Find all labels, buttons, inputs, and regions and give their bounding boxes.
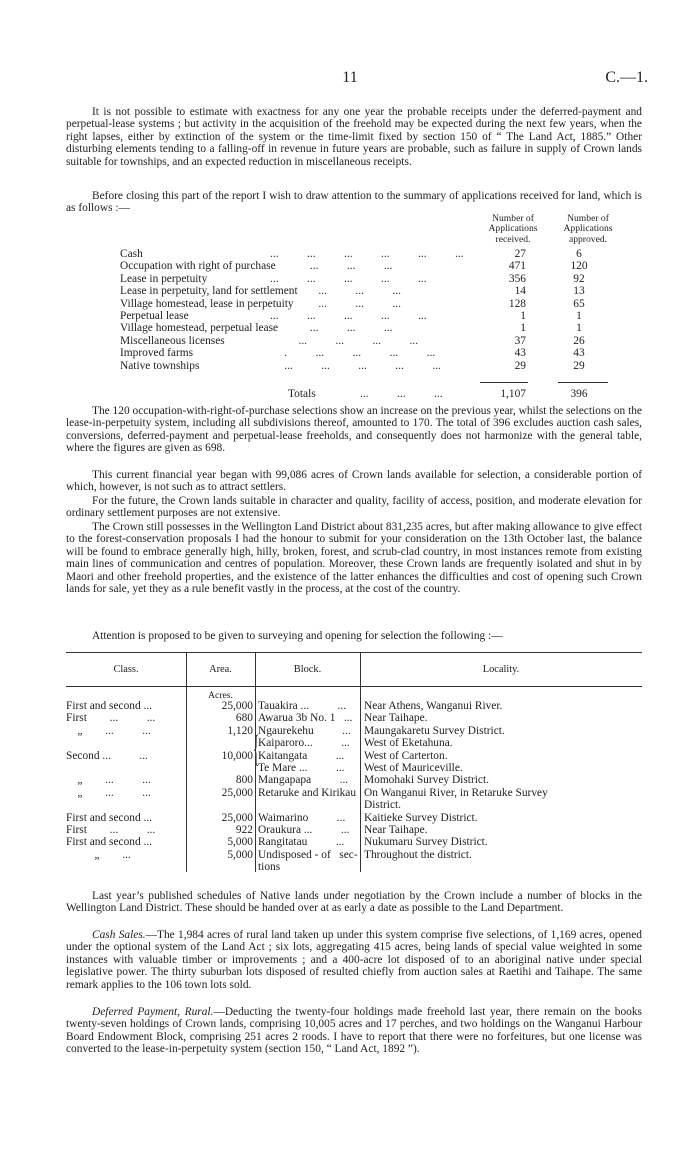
summary-row-leader: . ... ... ... ... [270, 347, 436, 360]
summary-row-label: Perpetual lease [120, 310, 189, 322]
summary-row-approved: 120 [570, 260, 588, 273]
table-cell-block: Awarua 3b No. 1 ... [258, 712, 353, 725]
paragraph-native-lands: Last year’s published schedules of Native lands under negotiation by the Crown include a number of blocks in the Wellington Land District. These should be handed over at as early a date as possible to the Land Department. [66, 890, 642, 915]
table-header-locality: Locality. [482, 664, 520, 675]
table-cell-locality: Near Taihape. [364, 824, 428, 836]
table-row [66, 861, 642, 873]
summary-row-received: 29 [514, 359, 526, 372]
table-cell-block: Waimarino ... [258, 811, 346, 824]
table-cell-area: 25,000 [221, 700, 253, 712]
table-cell-class: First and second ... [66, 700, 153, 712]
summary-row-leader: ... ... ... ... ... [270, 310, 427, 322]
grouping-brace: { [252, 728, 260, 770]
table-cell-class: Second ... ... [66, 749, 148, 762]
summary-header-approved: Number of Applications approved. [563, 213, 613, 245]
table-cell-locality: West of Eketahuna. [364, 737, 453, 750]
paragraph-future: For the future, the Crown lands suitable in character and quality, facility of access, position, and moderate elevation for ordinary settlement purposes are not extensive. [66, 495, 642, 520]
table-cell-area: 10,000 [221, 749, 253, 762]
summary-row-label: Occupation with right of purchase [120, 260, 276, 273]
document-reference: C.—1. [605, 69, 648, 86]
table-cell-area: 922 [235, 824, 253, 836]
summary-row-label: Improved farms [120, 347, 194, 360]
summary-row-approved: 26 [573, 334, 585, 347]
table-cell-class: „ ... ... [66, 724, 151, 737]
deferred-payment-body: —Deducting the twenty-four holdings made freehold last year, there remain on the books twenty-seven holdings of Crown lands, comprising 10,005 acres and 17 perches, and two holdings on the Wanganui Harbour Board Endowment Block, comprising 251 acres 2 roods. I have to report that there were no forfeitures, but one license was converted to the lease-in-perpetuity system (section 150, “ Land Act, 1892 ”). [66, 1006, 642, 1056]
summary-row-received: 128 [508, 297, 526, 310]
table-cell-block: Te Mare ... ... [258, 762, 345, 774]
paragraph-financial-year: This current financial year began with 99,086 acres of Crown lands available for selection, a considerable portion of which, however, is not such as to attract settlers. [66, 469, 642, 494]
table-cell-area: 800 [235, 774, 253, 787]
area-unit: Acres. [208, 690, 233, 701]
table-cell-block: Tauakira ... ... [258, 700, 347, 712]
summary-row-label: Lease in perpetuity, land for settlement [120, 285, 298, 298]
table-row [66, 712, 642, 724]
table-header-area: Area. [209, 664, 232, 675]
summary-row-approved: 1 [576, 322, 582, 335]
totals-label: Totals [288, 388, 316, 400]
table-cell-class: „ ... ... [66, 786, 151, 799]
summary-row [120, 273, 650, 285]
table-row [66, 824, 642, 836]
summary-row-received: 27 [514, 248, 526, 260]
table-cell-block: Rangitatau ... [258, 836, 345, 849]
table-cell-block: Ngaurekehu ... [258, 724, 351, 737]
table-cell-block: tions [258, 861, 281, 874]
table-header-block: Block. [293, 664, 322, 675]
summary-row-leader: ... ... ... [270, 285, 401, 298]
table-cell-locality: Kaitieke Survey District. [364, 811, 478, 824]
summary-row-label: Lease in perpetuity [120, 272, 208, 285]
table-cell-class: First ... ... [66, 824, 156, 836]
table-top-rule [66, 652, 642, 653]
summary-row-approved: 43 [573, 347, 585, 360]
summary-row-approved: 6 [576, 248, 582, 260]
table-row [66, 737, 642, 749]
table-cell-locality: On Wanganui River, in Retaruke Survey [364, 786, 548, 799]
table-cell-locality: Momohaki Survey District. [364, 774, 489, 787]
table-cell-area: 5,000 [227, 836, 253, 849]
table-cell-area: 1,120 [227, 724, 253, 737]
summary-row-leader: ... ... ... ... ... ... [270, 248, 464, 260]
table-cell-locality: Nukumaru Survey District. [364, 836, 488, 849]
table-cell-locality: Maungakaretu Survey District. [364, 724, 505, 737]
table-cell-class: First and second ... [66, 836, 153, 849]
summary-row-label: Village homestead, lease in perpetuity [120, 297, 294, 310]
table-cell-class: First ... ... [66, 712, 156, 725]
table-cell-class: „ ... [66, 848, 131, 861]
summary-row-received: 37 [514, 334, 526, 347]
paragraph-attention: Attention is proposed to be given to surveying and opening for selection the following :— [92, 630, 503, 642]
summary-row-leader: ... ... ... [270, 260, 393, 273]
table-row [66, 700, 642, 712]
summary-row-approved: 65 [573, 297, 585, 310]
totals-leader: ... ... ... [360, 388, 443, 400]
table-cell-area: 25,000 [221, 786, 253, 799]
table-row [66, 762, 642, 774]
summary-row [120, 310, 650, 322]
totals-rule-approved [558, 382, 608, 383]
summary-row-approved: 29 [573, 359, 585, 372]
table-cell-block: Undisposed - of sec- [258, 848, 358, 861]
paragraph-cash-sales [66, 929, 642, 991]
summary-row-received: 14 [514, 285, 526, 298]
deferred-payment-heading: Deferred Payment, Rural. [92, 1006, 214, 1018]
totals-received: 1,107 [500, 388, 526, 400]
summary-row-received: 356 [508, 272, 526, 285]
summary-row-leader: ... ... ... [270, 322, 393, 335]
paragraph-selections: The 120 occupation-with-right-of-purchase selections show an increase on the previous year, whilst the selections on the lease-in-perpetuity system, including all subdivisions thereof, amounted to 170. The total of 396 excludes auction cash sales, conversions, deferred-payment and perpetual-lease freeholds, and consequently does not harmonize with the general table, where the figures are given as 698. [66, 405, 642, 455]
table-cell-locality: West of Mauriceville. [364, 762, 463, 774]
summary-row [120, 248, 650, 260]
summary-row-received: 43 [514, 347, 526, 360]
cash-sales-heading: Cash Sales. [92, 929, 146, 941]
summary-row-label: Village homestead, perpetual lease [120, 322, 279, 335]
paragraph-summary-intro: Before closing this part of the report I wish to draw attention to the summary of applications received for land, which is as follows :— [66, 190, 642, 215]
summary-row-leader: ... ... ... ... ... [270, 359, 441, 372]
table-header-rule [66, 686, 642, 687]
table-cell-block: Kaiparoro... ... [258, 737, 350, 750]
totals-approved: 396 [570, 388, 588, 400]
summary-row [120, 335, 650, 347]
page-number: 11 [342, 69, 358, 86]
summary-row-label: Native townships [120, 359, 200, 372]
table-row [66, 787, 642, 799]
table-cell-locality: Near Taihape. [364, 712, 428, 725]
table-cell-area: 5,000 [227, 848, 253, 861]
table-row [66, 812, 642, 824]
totals-rule-received [480, 382, 528, 383]
summary-row-approved: 92 [573, 272, 585, 285]
table-cell-locality: Throughout the district. [364, 848, 472, 861]
summary-row [120, 360, 650, 372]
table-row [66, 849, 642, 861]
table-cell-locality: West of Carterton. [364, 749, 448, 762]
table-cell-class: „ ... ... [66, 774, 151, 787]
summary-totals-row [120, 388, 650, 400]
summary-row-approved: 13 [573, 285, 585, 298]
table-cell-block: Kaitangata ... [258, 749, 345, 762]
summary-row-leader: ... ... ... ... [270, 334, 419, 347]
summary-row-leader: ... ... ... ... ... [270, 272, 427, 285]
summary-header-received: Number of Applications received. [488, 213, 538, 245]
cash-sales-body: —The 1,984 acres of rural land taken up under this system comprise five selections, of 1,169 acres, opened under the optional system of the Land Act ; six lots, aggregating 415 acres, being lands of special value weighted in some instances with valuable timber or improvements ; and a 400-acre lot disposed of to an aboriginal native under special legislative power. The thirty suburban lots disposed of resulted chiefly from auction sales at Raetihi and Taihape. The same remark applies to the 106 town lots sold. [66, 929, 643, 991]
paragraph-crown-lands: The Crown still possesses in the Wellington Land District about 831,235 acres, but after making allowance to give effect to the forest-conservation proposals I had the honour to submit for your consideration on the 13th October last, the balance will be found to embrace generally high, hilly, broken, forest, and scrub-clad country, in most instances remote from existing main lines of communication and centres of population. Moreover, these Crown lands are frequently isolated and shut in by Maori and other freehold properties, and the existence of the latter enhances the difficulties and cost of opening such Crown lands for sale, yet they as a rule benefit vastly in the process, at the cost of the country. [66, 521, 642, 596]
summary-row [120, 347, 650, 359]
summary-row [120, 322, 650, 334]
table-row [66, 750, 642, 762]
summary-row-received: 1 [520, 310, 526, 322]
table-cell-class: First and second ... [66, 811, 153, 824]
summary-row-label: Miscellaneous licenses [120, 334, 225, 347]
table-cell-locality: Near Athens, Wanganui River. [364, 700, 503, 712]
table-row [66, 774, 642, 786]
summary-row-received: 471 [508, 260, 526, 273]
paragraph-deferred-payment [66, 1006, 642, 1056]
table-row [66, 836, 642, 848]
summary-row-received: 1 [520, 322, 526, 335]
table-row [66, 725, 642, 737]
table-cell-area: 25,000 [221, 811, 253, 824]
summary-row-approved: 1 [576, 310, 582, 322]
table-cell-block: Retaruke and Kirikau [258, 786, 357, 799]
table-header-class: Class. [113, 664, 139, 675]
table-cell-area: 680 [235, 712, 253, 725]
table-cell-locality: District. [364, 799, 402, 812]
paragraph-receipts: It is not possible to estimate with exactness for any one year the probable receipts under the deferred-payment and perpetual-lease systems ; but activity in the acquisition of the freehold may be expected during the next few years, when the right lapses, either by extinction of the system or the time-limit fixed by section 150 of “ The Land Act, 1885.” Other disturbing elements tending to a falling-off in revenue in future years are probable, such as failure in supply of Crown lands suitable for townships, and an expected reduction in miscellaneous receipts. [66, 106, 642, 168]
summary-row [120, 260, 650, 272]
table-cell-block: Mangapapa ... [258, 774, 349, 787]
table-row [66, 799, 642, 811]
summary-row-leader: ... ... ... [270, 297, 401, 310]
summary-row [120, 298, 650, 310]
table-cell-block: Oraukura ... ... [258, 824, 350, 836]
summary-row-label: Cash [120, 248, 143, 260]
summary-row [120, 285, 650, 297]
